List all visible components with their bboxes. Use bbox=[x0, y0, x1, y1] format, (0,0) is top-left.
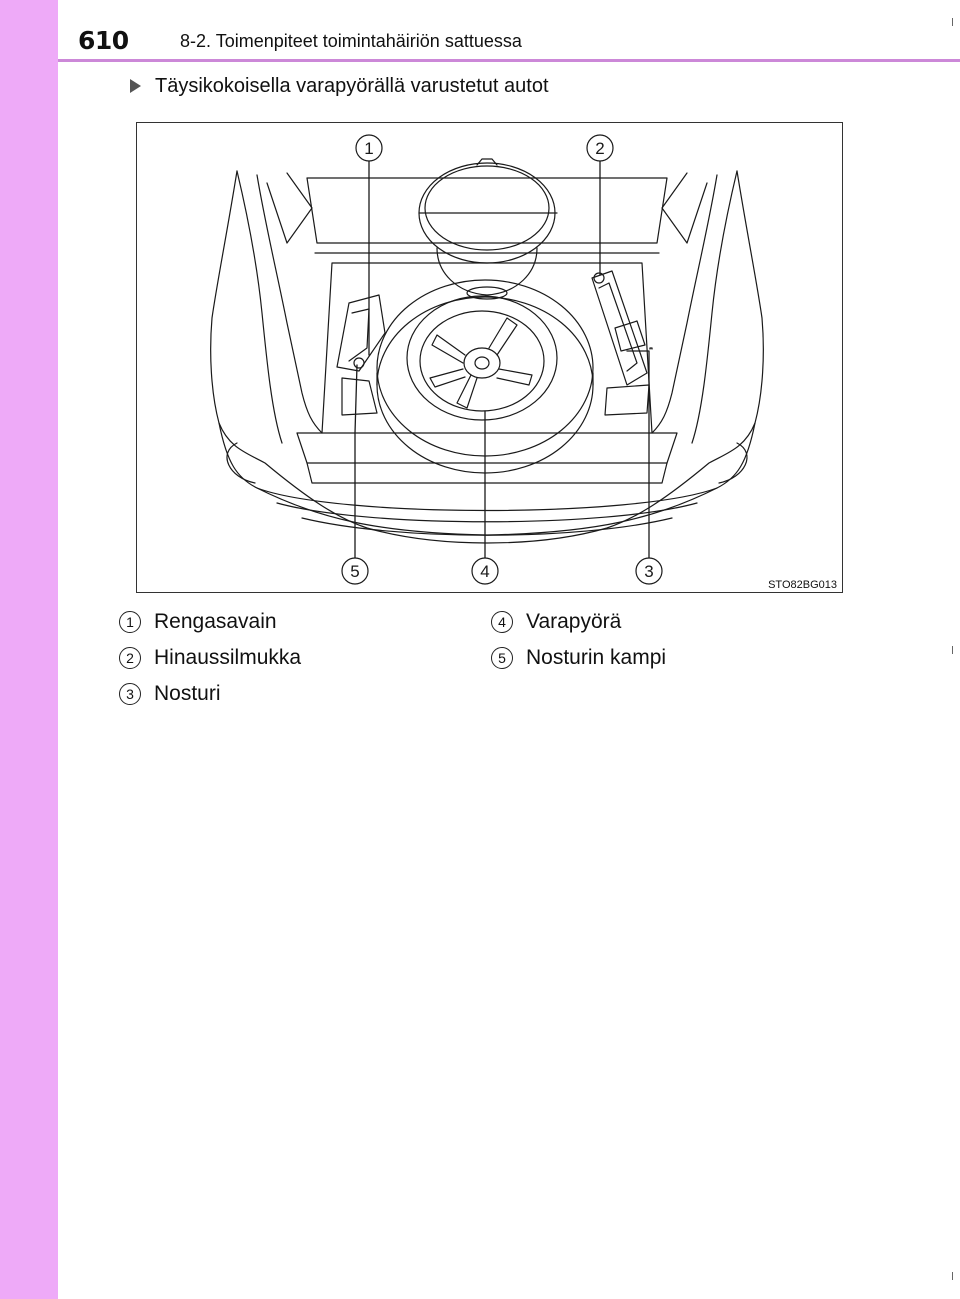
triangle-bullet-icon bbox=[130, 79, 141, 93]
svg-text:4: 4 bbox=[480, 562, 490, 581]
legend-item-1 bbox=[119, 609, 277, 635]
legend-label: Varapyörä bbox=[526, 610, 622, 633]
svg-text:3: 3 bbox=[644, 562, 654, 581]
sub-heading-text: Täysikokoisella varapyörällä varustetut autot bbox=[155, 74, 549, 97]
crop-mark bbox=[952, 18, 953, 26]
callout-4 bbox=[472, 558, 498, 584]
svg-text:2: 2 bbox=[595, 139, 605, 158]
header-rule bbox=[58, 59, 960, 62]
callout-2 bbox=[587, 135, 613, 161]
legend-number-badge: 2 bbox=[119, 647, 141, 669]
legend-label: Rengasavain bbox=[154, 610, 277, 633]
legend-number-badge: 4 bbox=[491, 611, 513, 633]
callout-5 bbox=[342, 558, 368, 584]
legend-label: Hinaussilmukka bbox=[154, 646, 302, 669]
legend-item-2 bbox=[119, 645, 301, 671]
legend-item-3 bbox=[119, 681, 221, 707]
legend-number-badge: 3 bbox=[119, 683, 141, 705]
figure-code: STO82BG013 bbox=[768, 579, 837, 591]
callout-1 bbox=[356, 135, 382, 161]
page-sidebar-tab bbox=[0, 0, 58, 1299]
page-number: 610 bbox=[78, 26, 129, 55]
legend-item-5 bbox=[491, 645, 666, 671]
legend-label: Nosturi bbox=[154, 682, 221, 705]
svg-text:1: 1 bbox=[364, 139, 374, 158]
crop-mark bbox=[952, 646, 953, 654]
legend-item-4 bbox=[491, 609, 621, 635]
legend-label: Nosturin kampi bbox=[526, 646, 667, 669]
legend-number-badge: 5 bbox=[491, 647, 513, 669]
callout-layer bbox=[137, 123, 842, 592]
figure-spare-tire-location bbox=[136, 122, 843, 593]
legend-number-badge: 1 bbox=[119, 611, 141, 633]
crop-mark bbox=[952, 1272, 953, 1280]
sub-heading bbox=[130, 74, 549, 98]
callout-3 bbox=[636, 558, 662, 584]
section-title: 8-2. Toimenpiteet toimintahäiriön sattuessa bbox=[180, 31, 522, 51]
svg-text:5: 5 bbox=[350, 562, 360, 581]
